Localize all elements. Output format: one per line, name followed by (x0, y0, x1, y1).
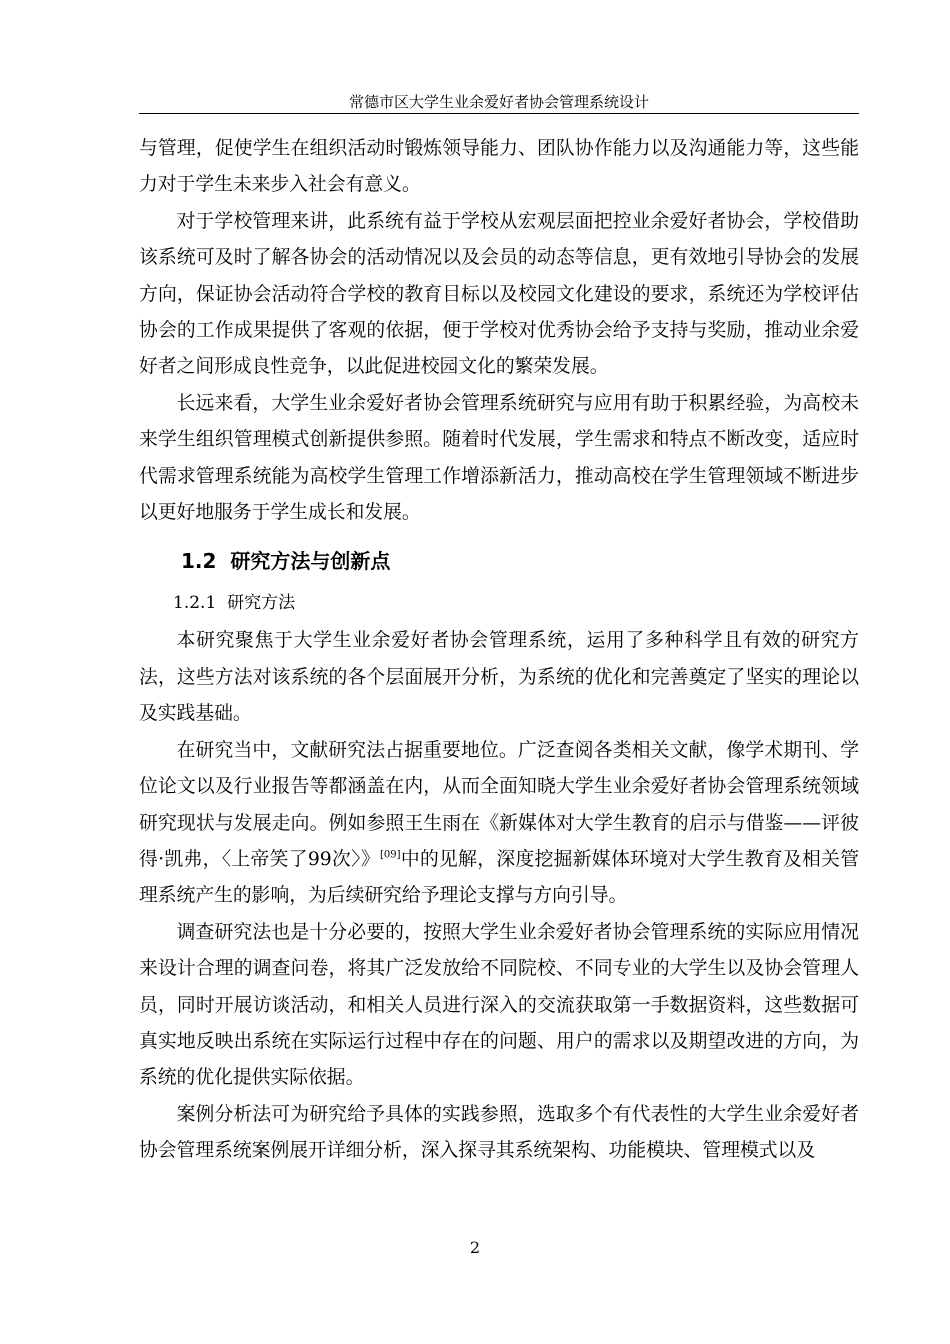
running-header: 常德市区大学生业余爱好者协会管理系统设计 (348, 93, 649, 111)
section-title: 研究方法与创新点 (230, 549, 391, 574)
page-body (139, 131, 859, 1170)
subsection-number: 1.2.1 (173, 593, 217, 614)
paragraph-2: 对于学校管理来讲，此系统有益于学校从宏观层面把控业余爱好者协会，学校借助该系统可及时了解各协会的活动情况以及会员的动态等信息，更有效地引导协会的发展方向，保证协会活动符合学校的教育目标以及校园文化建设的要求，系统还为学校评估协会的工作成果提供了客观的依据，便于学校对优秀协会给予支持与奖励，推动业余爱好者之间形成良性竞争，以此促进校园文化的繁荣发展。 (139, 210, 859, 378)
header-divider (139, 113, 859, 114)
paragraph-5-text-a: 在研究当中，文献研究法占据重要地位。广泛查阅各类相关文献，像学术期刊、学位论文以及行业报告等都涵盖在内，从而全面知晓大学生业余爱好者协会管理系统领域研究现状与发展走向。例如参照王生雨在《新媒体对大学生教育的启示与借鉴——评彼得·凯弗，〈上帝笑了99次〉》 (139, 739, 859, 870)
section-heading (181, 541, 859, 581)
paragraph-4: 本研究聚焦于大学生业余爱好者协会管理系统，运用了多种科学且有效的研究方法，这些方法对该系统的各个层面展开分析，为系统的优化和完善奠定了坚实的理论以及实践基础。 (139, 630, 859, 725)
paragraph-3: 长远来看，大学生业余爱好者协会管理系统研究与应用有助于积累经验，为高校未来学生组织管理模式创新提供参照。随着时代发展，学生需求和特点不断改变，适应时代需求管理系统能为高校学生管理工作增添新活力，推动高校在学生管理领域不断进步以更好地服务于学生成长和发展。 (139, 392, 859, 524)
paragraph-1: 与管理，促使学生在组织活动时锻炼领导能力、团队协作能力以及沟通能力等，这些能力对于学生未来步入社会有意义。 (139, 138, 859, 196)
paragraph-6: 调查研究法也是十分必要的，按照大学生业余爱好者协会管理系统的实际应用情况来设计合理的调查问卷，将其广泛发放给不同院校、不同专业的大学生以及协会管理人员，同时开展访谈活动，和相关人员进行深入的交流获取第一手数据资料，这些数据可真实地反映出系统在实际运行过程中存在的问题、用户的需求以及期望改进的方向，为系统的优化提供实际依据。 (139, 921, 859, 1089)
paragraph-5-text-b: 中的见解，深度挖掘新媒体环境对大学生教育及相关管理系统产生的影响，为后续研究给予理论支撑与方向引导。 (139, 848, 860, 907)
paragraph-5 (139, 733, 859, 915)
section-number: 1.2 (181, 549, 217, 574)
page-number: 2 (469, 1238, 481, 1257)
subsection-heading (173, 587, 859, 619)
subsection-title: 研究方法 (227, 593, 296, 614)
paragraph-7: 案例分析法可为研究给予具体的实践参照，选取多个有代表性的大学生业余爱好者协会管理系统案例展开详细分析，深入探寻其系统架构、功能模块、管理模式以及 (139, 1103, 859, 1162)
citation-marker: [09] (379, 849, 401, 861)
